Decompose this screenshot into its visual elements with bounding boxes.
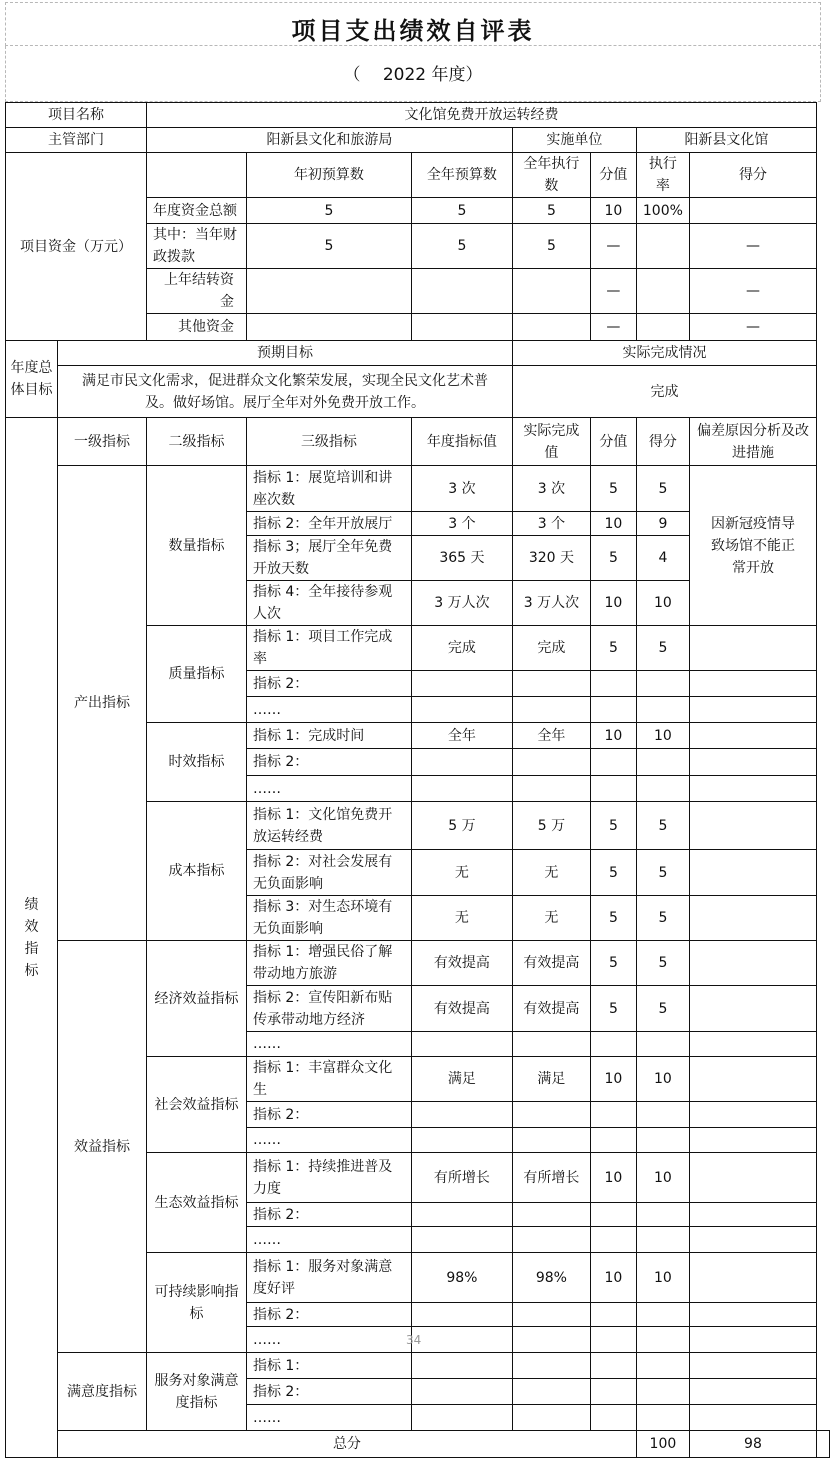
indicator-value [411, 1032, 512, 1057]
fund-row-label: 其中：当年财政拨款 [146, 224, 246, 269]
deviation-cell [689, 1203, 816, 1227]
indicator-value [512, 697, 590, 723]
indicator-value [512, 1405, 590, 1431]
indicator-value: 5 [636, 626, 689, 671]
fund-cell [636, 224, 689, 269]
indicator-value: 10 [636, 723, 689, 749]
indicator-value [590, 1405, 636, 1431]
deviation-cell [689, 802, 816, 850]
indicator-value: 完成 [411, 626, 512, 671]
indicator-value [636, 1379, 689, 1405]
fund-cell: 10 [590, 198, 636, 224]
level3-indicator: 指标 4：全年接待参观人次 [246, 581, 411, 626]
indicator-value: 3 次 [411, 466, 512, 512]
indicator-value: 5 [590, 536, 636, 581]
indicator-value [590, 1327, 636, 1353]
indicator-value: 5 [590, 896, 636, 941]
perf-header: 分值 [590, 418, 636, 466]
fund-cell: 100% [636, 198, 689, 224]
page-number: 34 [406, 1333, 422, 1347]
fund-cell: — [689, 314, 816, 341]
indicator-value: 有所增长 [411, 1153, 512, 1203]
indicator-value [411, 1128, 512, 1153]
fund-cell: — [590, 314, 636, 341]
indicator-value [411, 1227, 512, 1253]
fund-cell [246, 314, 411, 341]
indicator-value [590, 1032, 636, 1057]
fund-cell: 5 [411, 198, 512, 224]
indicator-value [590, 1203, 636, 1227]
indicator-value [411, 697, 512, 723]
indicator-value: 无 [512, 850, 590, 896]
level3-indicator: 指标 2： [246, 1203, 411, 1227]
indicator-value: 10 [590, 581, 636, 626]
indicator-value: 有效提高 [512, 941, 590, 986]
label-total: 总分 [57, 1431, 636, 1458]
level3-indicator: …… [246, 1227, 411, 1253]
deviation-cell [689, 626, 816, 671]
deviation-cell [689, 1057, 816, 1102]
indicator-value [411, 1405, 512, 1431]
deviation-cell [689, 671, 816, 697]
indicator-value [590, 697, 636, 723]
actual-header: 实际完成情况 [512, 341, 816, 366]
fund-cell [512, 314, 590, 341]
indicator-value: 5 [636, 896, 689, 941]
level3-indicator: 指标 2： [246, 1379, 411, 1405]
indicator-value: 10 [590, 512, 636, 536]
level2-indicator: 社会效益指标 [146, 1057, 246, 1153]
report-year: （ 2022 年度） [343, 65, 483, 85]
indicator-value: 无 [411, 850, 512, 896]
indicator-value: 5 [590, 466, 636, 512]
indicator-value [411, 1303, 512, 1327]
indicator-value: 3 万人次 [512, 581, 590, 626]
indicator-value: 满足 [411, 1057, 512, 1102]
indicator-value: 全年 [512, 723, 590, 749]
deviation-cell [689, 986, 816, 1032]
level2-indicator: 经济效益指标 [146, 941, 246, 1057]
indicator-value: 无 [411, 896, 512, 941]
indicator-value [590, 776, 636, 802]
level3-indicator: 指标 1：丰富群众文化生 [246, 1057, 411, 1102]
indicator-value: 全年 [411, 723, 512, 749]
indicator-value: 10 [590, 1153, 636, 1203]
deviation-cell [689, 1227, 816, 1253]
indicator-value [636, 1227, 689, 1253]
indicator-value [636, 1032, 689, 1057]
level3-indicator: …… [246, 1327, 411, 1353]
level2-indicator: 数量指标 [146, 466, 246, 626]
indicator-value: 5 [636, 986, 689, 1032]
expected-goal: 满足市民文化需求，促进群众文化繁荣发展，实现全民文化艺术普及。做好场馆。展厅全年对外免费开放工作。 [57, 366, 512, 418]
perf-header: 二级指标 [146, 418, 246, 466]
fund-header: 执行率 [636, 153, 689, 198]
label-funds: 项目资金（万元） [6, 153, 147, 341]
indicator-value: 10 [636, 1057, 689, 1102]
perf-header: 实际完成值 [512, 418, 590, 466]
indicator-value [512, 1032, 590, 1057]
level3-indicator: 指标 1： [246, 1353, 411, 1379]
perf-header: 偏差原因分析及改进措施 [689, 418, 816, 466]
level3-indicator: 指标 2： [246, 1102, 411, 1128]
indicator-value: 320 天 [512, 536, 590, 581]
page-title: 项目支出绩效自评表 [291, 16, 535, 45]
fund-header: 全年执行数 [512, 153, 590, 198]
level3-indicator: 指标 1：展览培训和讲座次数 [246, 466, 411, 512]
indicator-value [512, 1227, 590, 1253]
label-project-name: 项目名称 [6, 103, 147, 128]
fund-cell [411, 269, 512, 314]
indicator-value [512, 776, 590, 802]
deviation-cell [689, 1327, 816, 1353]
indicator-value [636, 1203, 689, 1227]
indicator-value: 10 [590, 723, 636, 749]
fund-cell: — [590, 224, 636, 269]
indicator-value: 98% [411, 1253, 512, 1303]
fund-cell [246, 269, 411, 314]
total-score-value: 100 [636, 1431, 689, 1458]
deviation-cell [689, 941, 816, 986]
fund-cell: — [590, 269, 636, 314]
indicator-value: 10 [636, 581, 689, 626]
fund-row-label: 其他资金 [146, 314, 246, 341]
label-performance: 绩效指标 [6, 418, 58, 1458]
indicator-value [636, 1303, 689, 1327]
indicator-value: 5 [636, 802, 689, 850]
indicator-value: 4 [636, 536, 689, 581]
level2-indicator: 成本指标 [146, 802, 246, 941]
indicator-value [512, 1353, 590, 1379]
label-goal: 年度总体目标 [6, 341, 58, 418]
indicator-value [512, 1128, 590, 1153]
level2-indicator: 服务对象满意度指标 [146, 1353, 246, 1431]
deviation-note: 因新冠疫情导致场馆不能正常开放 [689, 466, 816, 626]
fund-cell [636, 269, 689, 314]
deviation-cell [689, 1303, 816, 1327]
level1-indicator: 产出指标 [57, 466, 146, 941]
indicator-value: 3 万人次 [411, 581, 512, 626]
fund-cell: 5 [246, 224, 411, 269]
level3-indicator: 指标 2：对社会发展有无负面影响 [246, 850, 411, 896]
level1-indicator: 效益指标 [57, 941, 146, 1353]
label-impl: 实施单位 [512, 128, 636, 153]
indicator-value [512, 749, 590, 776]
perf-header: 得分 [636, 418, 689, 466]
fund-cell: 5 [246, 198, 411, 224]
level3-indicator: 指标 2：全年开放展厅 [246, 512, 411, 536]
fund-header: 全年预算数 [411, 153, 512, 198]
deviation-cell [689, 896, 816, 941]
indicator-value [636, 697, 689, 723]
level2-indicator: 时效指标 [146, 723, 246, 802]
fund-cell: 5 [411, 224, 512, 269]
indicator-value: 5 万 [512, 802, 590, 850]
indicator-value [411, 776, 512, 802]
level3-indicator: 指标 1：服务对象满意度好评 [246, 1253, 411, 1303]
indicator-value: 10 [636, 1253, 689, 1303]
level3-indicator: …… [246, 776, 411, 802]
indicator-value [636, 1327, 689, 1353]
deviation-cell [689, 1405, 816, 1431]
indicator-value: 无 [512, 896, 590, 941]
level3-indicator: 指标 2：宣传阳新布贴传承带动地方经济 [246, 986, 411, 1032]
fund-row-label: 年度资金总额 [146, 198, 246, 224]
level3-indicator: …… [246, 1128, 411, 1153]
deviation-cell [689, 1253, 816, 1303]
dept-name: 阳新县文化和旅游局 [146, 128, 512, 153]
level3-indicator: 指标 3：对生态环境有无负面影响 [246, 896, 411, 941]
indicator-value [636, 1128, 689, 1153]
perf-header: 一级指标 [57, 418, 146, 466]
indicator-value: 98% [512, 1253, 590, 1303]
level3-indicator: 指标 1：完成时间 [246, 723, 411, 749]
indicator-value [512, 1102, 590, 1128]
deviation-cell [689, 1128, 816, 1153]
indicator-value [590, 1353, 636, 1379]
indicator-value [411, 749, 512, 776]
level2-indicator: 质量指标 [146, 626, 246, 723]
deviation-cell [689, 1353, 816, 1379]
indicator-value: 10 [590, 1057, 636, 1102]
fund-cell: 5 [512, 224, 590, 269]
indicator-value: 5 [590, 941, 636, 986]
indicator-value: 3 次 [512, 466, 590, 512]
total-note [817, 1431, 830, 1458]
deviation-cell [689, 850, 816, 896]
level3-indicator: 指标 1：持续推进普及力度 [246, 1153, 411, 1203]
indicator-value [512, 1203, 590, 1227]
expected-header: 预期目标 [57, 341, 512, 366]
indicator-value [636, 1102, 689, 1128]
indicator-value: 有效提高 [512, 986, 590, 1032]
title-box [5, 2, 821, 46]
level3-indicator: 指标 2： [246, 671, 411, 697]
impl-name: 阳新县文化馆 [636, 128, 816, 153]
indicator-value [512, 671, 590, 697]
deviation-cell [689, 749, 816, 776]
level3-indicator: …… [246, 1405, 411, 1431]
deviation-cell [689, 1379, 816, 1405]
actual-result: 完成 [512, 366, 816, 418]
project-name: 文化馆免费开放运转经费 [146, 103, 816, 128]
indicator-value [411, 1379, 512, 1405]
indicator-value: 完成 [512, 626, 590, 671]
level3-indicator: 指标 2： [246, 749, 411, 776]
level3-indicator: 指标 1：文化馆免费开放运转经费 [246, 802, 411, 850]
level3-indicator: 指标 1：增强民俗了解带动地方旅游 [246, 941, 411, 986]
label-dept: 主管部门 [6, 128, 147, 153]
level2-indicator: 可持续影响指标 [146, 1253, 246, 1353]
indicator-value: 5 [590, 802, 636, 850]
indicator-value [590, 1227, 636, 1253]
indicator-value: 5 [636, 850, 689, 896]
level3-indicator: …… [246, 697, 411, 723]
indicator-value [636, 776, 689, 802]
indicator-value [590, 671, 636, 697]
indicator-value [636, 1405, 689, 1431]
indicator-value: 满足 [512, 1057, 590, 1102]
indicator-value [590, 1102, 636, 1128]
deviation-cell [689, 697, 816, 723]
indicator-value: 5 [590, 626, 636, 671]
deviation-cell [689, 1153, 816, 1203]
indicator-value [512, 1303, 590, 1327]
indicator-value: 10 [590, 1253, 636, 1303]
fund-cell: — [689, 224, 816, 269]
indicator-value: 5 [590, 850, 636, 896]
fund-header: 得分 [689, 153, 816, 198]
indicator-value [411, 1327, 512, 1353]
indicator-value: 365 天 [411, 536, 512, 581]
indicator-value [411, 1353, 512, 1379]
perf-header: 年度指标值 [411, 418, 512, 466]
indicator-value: 9 [636, 512, 689, 536]
deviation-cell [689, 723, 816, 749]
fund-header: 年初预算数 [246, 153, 411, 198]
evaluation-table [5, 102, 830, 1458]
indicator-value [411, 1102, 512, 1128]
indicator-value: 5 [636, 941, 689, 986]
indicator-value: 有效提高 [411, 986, 512, 1032]
fund-cell [636, 314, 689, 341]
indicator-value: 5 [590, 986, 636, 1032]
indicator-value [590, 1379, 636, 1405]
indicator-value [590, 1128, 636, 1153]
level3-indicator: 指标 3；展厅全年免费开放天数 [246, 536, 411, 581]
indicator-value [590, 749, 636, 776]
fund-header: 分值 [590, 153, 636, 198]
cell [146, 153, 246, 198]
indicator-value [636, 1353, 689, 1379]
fund-cell: — [689, 269, 816, 314]
level1-indicator: 满意度指标 [57, 1353, 146, 1431]
level3-indicator: 指标 2： [246, 1303, 411, 1327]
fund-cell: 5 [512, 198, 590, 224]
indicator-value [411, 1203, 512, 1227]
indicator-value: 有效提高 [411, 941, 512, 986]
deviation-cell [689, 776, 816, 802]
fund-cell [411, 314, 512, 341]
fund-row-label: 上年结转资金 [146, 269, 246, 314]
fund-cell [689, 198, 816, 224]
indicator-value [590, 1303, 636, 1327]
indicator-value: 3 个 [512, 512, 590, 536]
indicator-value [636, 671, 689, 697]
deviation-cell [689, 1102, 816, 1128]
indicator-value [512, 1327, 590, 1353]
level3-indicator: …… [246, 1032, 411, 1057]
indicator-value [512, 1379, 590, 1405]
indicator-value: 3 个 [411, 512, 512, 536]
deviation-cell [689, 1032, 816, 1057]
level3-indicator: 指标 1：项目工作完成率 [246, 626, 411, 671]
indicator-value: 5 万 [411, 802, 512, 850]
perf-header: 三级指标 [246, 418, 411, 466]
indicator-value: 有所增长 [512, 1153, 590, 1203]
indicator-value [411, 671, 512, 697]
indicator-value: 5 [636, 466, 689, 512]
year-box [5, 46, 821, 102]
indicator-value [636, 749, 689, 776]
total-score: 98 [689, 1431, 816, 1458]
level2-indicator: 生态效益指标 [146, 1153, 246, 1253]
fund-cell [512, 269, 590, 314]
indicator-value: 10 [636, 1153, 689, 1203]
